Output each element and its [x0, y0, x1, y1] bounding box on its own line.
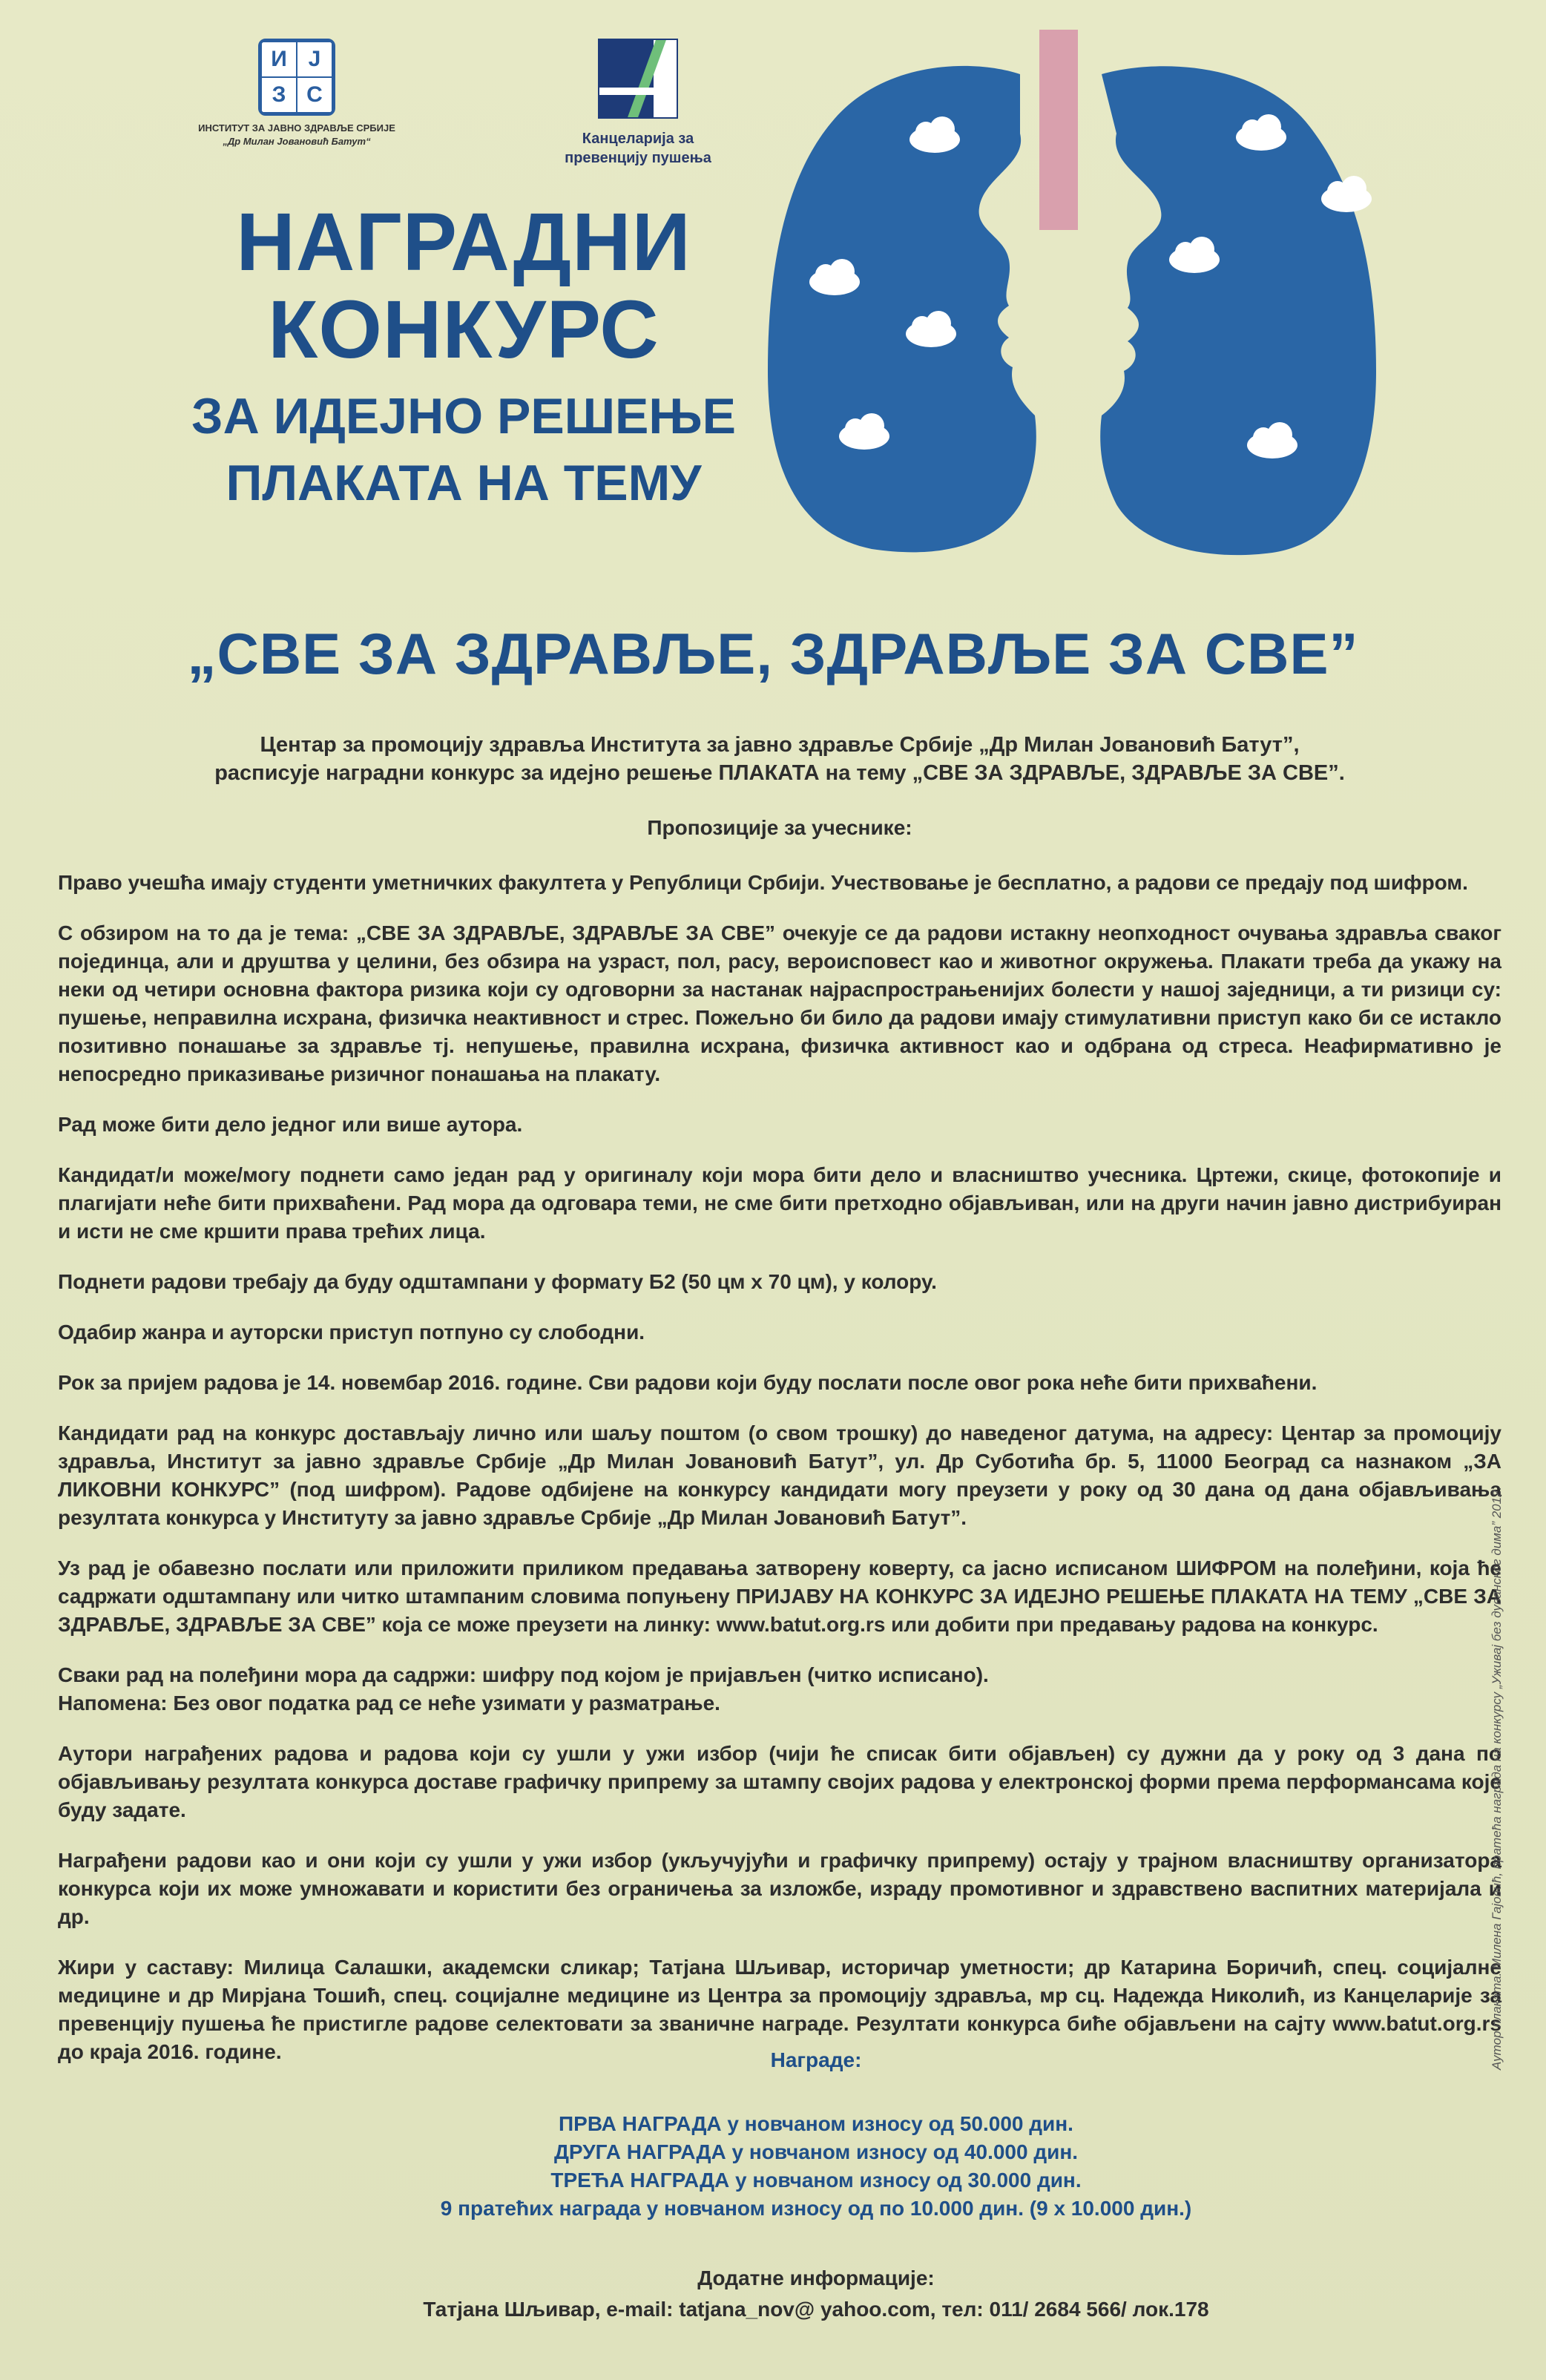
- office-name-line1: Канцеларија за: [582, 131, 694, 147]
- contact-heading: Додатне информације:: [697, 2266, 935, 2289]
- contact-line: Татјана Шљивар, e-mail: tatjana_nov@ yahoo.com, тел: 011/ 2684 566/ лок.178: [423, 2298, 1209, 2321]
- emblem-letter: J: [297, 42, 332, 77]
- paragraph: Рок за пријем радова је 14. новембар 2016. године. Сви радови који буду послати после овог рока неће бити прихваћени.: [58, 1371, 1318, 1394]
- paragraph: Право учешћа имају студенти уметничких факултета у Републици Србији. Учествовање је бесплатно, а радови се предају под шифром.: [58, 871, 1468, 894]
- emblem-letter: И: [261, 42, 297, 77]
- award-item: ТРЕЋА НАГРАДА у новчаном износу од 30.000 дин.: [550, 2169, 1082, 2192]
- left-lung-face: [768, 66, 1036, 552]
- office-name-line2: превенцију пушења: [565, 150, 711, 166]
- propositions-heading: Пропозиције за учеснике:: [647, 816, 912, 839]
- award-item: ДРУГА НАГРАДА у новчаном износу од 40.000 дин.: [553, 2140, 1079, 2163]
- awards: [89, 2046, 1543, 2223]
- slogan: „СВЕ ЗА ЗДРАВЉЕ, ЗДРАВЉЕ ЗА СВЕ”: [187, 621, 1359, 686]
- note: Напомена: Без овог податка рад се неће узимати у разматрање.: [58, 1692, 720, 1715]
- paragraph: Уз рад је обавезно послати или приложити приликом предавања затворену коверту, са јасно исписаном ШИФРОМ на полеђини, која ће садржати одштампану или читко штампаним словима попуњену ПРИЈАВУ НА КОНКУРС ЗА ИДЕЈНО РЕШЕЊЕ ПЛАКАТА НА ТЕМУ „СВЕ ЗА ЗДРАВЉЕ, ЗДРАВЉЕ ЗА СВЕ” која се може преузети на линку: www.batut.org.rs или добити при предавању радова на конкурс.: [58, 1556, 1501, 1636]
- poster-author-note: Аутор плаката: Милена Гајовић, пратећа награда на конкурсу „Уживај без дуванског дима” 2012.: [1490, 1486, 1504, 2070]
- paragraph: Одабир жанра и ауторски приступ потпуно су слободни.: [58, 1321, 645, 1344]
- lungs-illustration: [753, 30, 1398, 564]
- poster-title: [159, 199, 768, 516]
- paragraph: Сваки рад на полеђини мора да садржи: шифру под којом је пријављен (читко исписано).: [58, 1663, 989, 1686]
- contact-info: [89, 2263, 1543, 2325]
- title-line-1: НАГРАДНИ: [236, 197, 691, 288]
- paragraph: Поднети радови требају да буду одштампани у формату Б2 (50 цм х 70 цм), у колору.: [58, 1270, 937, 1293]
- emblem-letter: С: [297, 77, 332, 113]
- institute-name: ИНСТИТУТ ЗА ЈАВНО ЗДРАВЉЕ СРБИЈЕ: [198, 122, 395, 134]
- award-item: 9 пратећих награда у новчаном износу од по 10.000 дин. (9 х 10.000 дин.): [440, 2197, 1192, 2220]
- title-line-4: ПЛАКАТА НА ТЕМУ: [226, 455, 702, 511]
- intro-line-2: расписује наградни конкурс за идејно решење ПЛАКАТА на тему „СВЕ ЗА ЗДРАВЉЕ, ЗДРАВЉЕ ЗА СВЕ”.: [214, 761, 1345, 785]
- institute-logo: [171, 39, 423, 148]
- paragraph: Жири у саставу: Милица Салашки, академски сликар; Татјана Шљивар, историчар уметности; др Катарина Боричић, спец. социјалне медицине и др Мирјана Тошић, спец. социјалне медицине из Центра за промоцију здравља, мр сц. Надежда Николић, из Канцеларије за превенцију пушења ће пристигле радове селектовати за званичне награде. Резултати конкурса биће објављени на сајту www.batut.org.rs до краја 2016. године.: [58, 1956, 1501, 2063]
- paragraph: Кандидат/и може/могу поднети само један рад у оригиналу који мора бити дело и власништво учесника. Цртежи, скице, фотокопије и плагијати неће бити прихваћени. Рад мора да одговара теми, не сме бити претходно објављиван, или на други начин јавно дистрибуиран и исти не сме кршити права трећих лица.: [58, 1163, 1501, 1243]
- paragraph: С обзиром на то да је тема: „СВЕ ЗА ЗДРАВЉЕ, ЗДРАВЉЕ ЗА СВЕ” очекује се да радови истакну неопходност очувања здравља сваког појединца, али и друштва у целини, без обзира на узраст, пол, расу, вероисповест као и животног окружења. Плакати треба да укажу на неки од четири основна фактора ризика који су одговорни за настанак најраспрострањенијих болести у нашој заједници, а ти ризици су: пушење, неправилна исхрана, физичка неактивност и стрес. Пожељно би било да радови имају стимулативни приступ како би се истакло позитивно понашање за здравље тј. непушење, правилна исхрана, физичка активност као и одбрана од стреса. Неафирмативно је непосредно приказивање ризичног понашања на плакату.: [58, 921, 1501, 1085]
- award-item: ПРВА НАГРАДА у новчаном износу од 50.000 дин.: [559, 2112, 1073, 2135]
- trachea: [1039, 30, 1078, 230]
- intro-line-1: Центар за промоцију здравља Института за јавно здравље Србије „Др Милан Јовановић Батут”,: [260, 733, 1300, 757]
- paragraph: Рад може бити дело једног или више аутора.: [58, 1113, 523, 1136]
- paragraph: Награђени радови као и они који су ушли у ужи избор (укључујући и графичку припрему) остају у трајном власништву организатора конкурса који их може умножавати и користити без ограничења за изложбе, израду промотивног и здравствено васпитних материјала и др.: [58, 1849, 1501, 1928]
- institute-subname: „Др Милан Јовановић Батут“: [223, 136, 371, 147]
- office-emblem-icon: [598, 39, 678, 119]
- office-logo: [542, 39, 734, 168]
- institute-emblem-icon: [258, 39, 335, 116]
- title-line-2: КОНКУРС: [268, 284, 659, 375]
- title-line-3: ЗА ИДЕЈНО РЕШЕЊЕ: [191, 388, 736, 444]
- body-text: [58, 731, 1501, 2088]
- awards-heading: Награде:: [770, 2048, 862, 2071]
- paragraph: Аутори награђених радова и радова који су ушли у ужи избор (чији ће списак бити објављен) су дужни да у року од 3 дана по објављивању резултата конкурса доставе графичку припрему за штампу својих радова у електронској форми према перформансама које буду задате.: [58, 1742, 1501, 1821]
- paragraph: Кандидати рад на конкурс достављају лично или шаљу поштом (о свом трошку) до наведеног датума, на адресу: Центар за промоцију здравља, Институт за јавно здравље Србије „Др Милан Јовановић Батут”, ул. Др Суботића бр. 5, 11000 Београд са назнаком „ЗА ЛИКОВНИ КОНКУРС” (под шифром). Радове одбијене на конкурсу кандидати могу преузети у року од 30 дана од дана објављивања резултата конкурса у Институту за јавно здравље Србије „Др Милан Јовановић Батут”.: [58, 1421, 1501, 1529]
- emblem-letter: З: [261, 77, 297, 113]
